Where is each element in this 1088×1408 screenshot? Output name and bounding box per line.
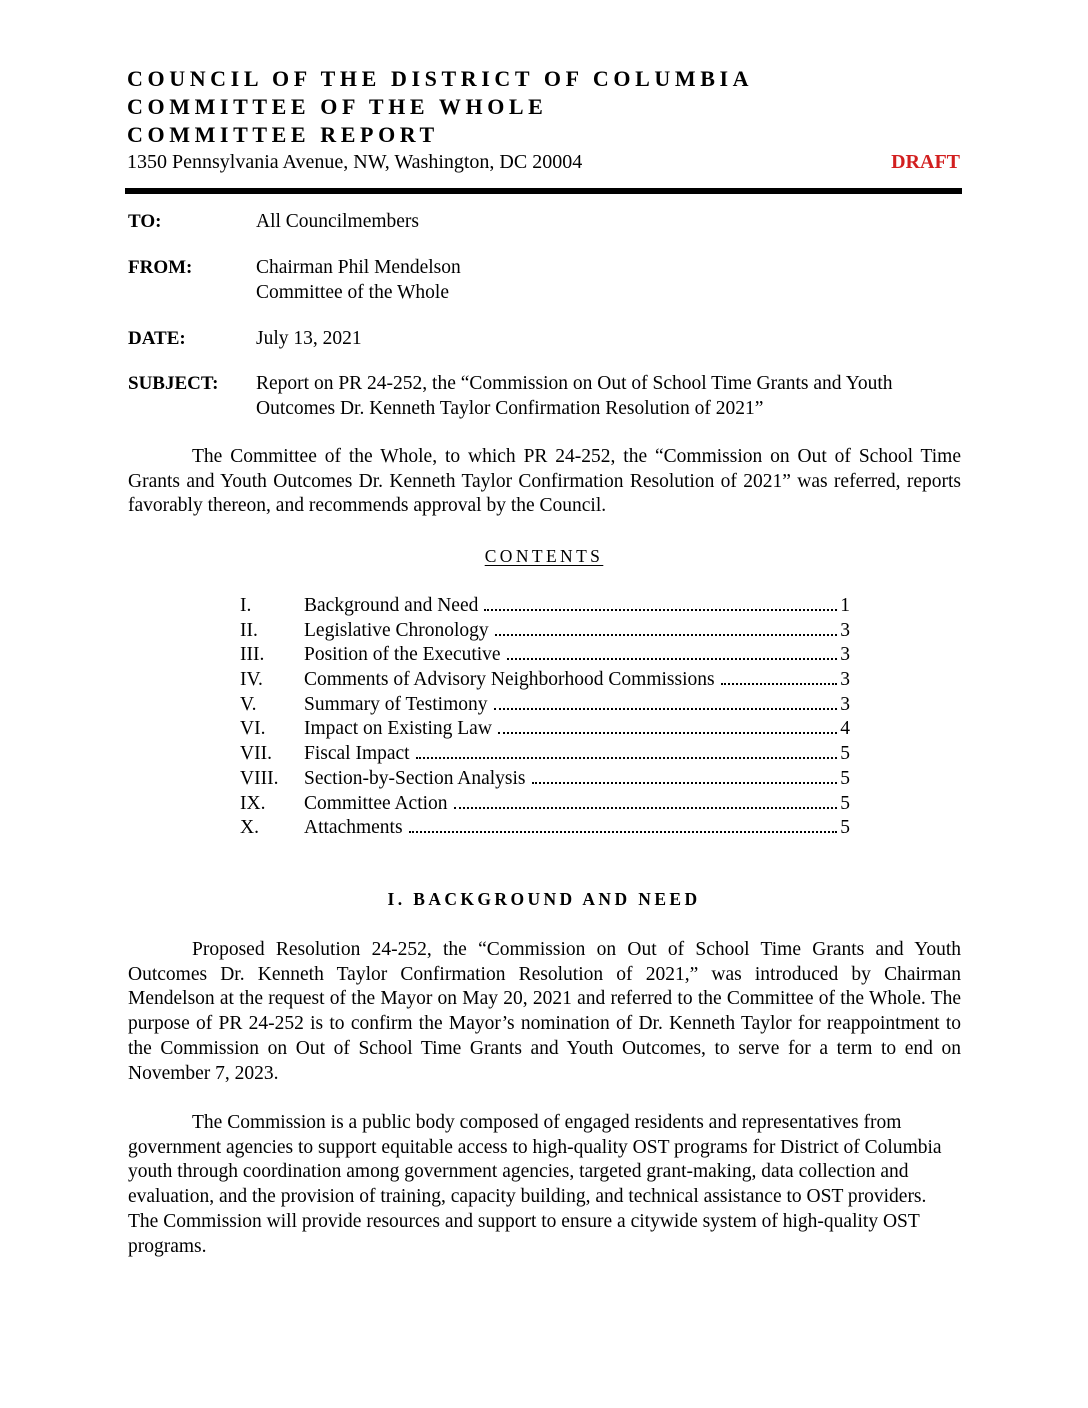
background-heading: I. BACKGROUND AND NEED: [387, 889, 701, 909]
toc-item-number: VIII.: [240, 767, 279, 789]
draft-status-label: DRAFT: [891, 151, 960, 173]
memo-subject-line-1: Report on PR 24-252, the “Commission on Out of School Time Grants and Youth: [256, 373, 893, 394]
memo-to-value: All Councilmembers: [256, 211, 420, 232]
toc-item-page: 3: [840, 669, 850, 691]
toc-item-page: 3: [840, 644, 850, 666]
toc-item: [240, 767, 850, 792]
header-committee-name: COMMITTEE OF THE WHOLE: [127, 94, 548, 119]
memo-to-label: TO:: [128, 211, 162, 232]
toc-item-page: 5: [840, 817, 850, 839]
toc-item: [240, 643, 850, 668]
background-paragraph-2: [128, 1111, 961, 1259]
intro-paragraph: [128, 445, 961, 519]
toc-item-number: X.: [240, 817, 259, 839]
toc-leader-dots: [409, 831, 838, 833]
memo-subject-label: SUBJECT:: [128, 373, 219, 394]
toc-item-title: Legislative Chronology: [304, 619, 489, 641]
toc-item-page: 5: [840, 792, 850, 814]
memo-subject-line-2: Outcomes Dr. Kenneth Taylor Confirmation Resolution of 2021”: [256, 398, 764, 419]
background-paragraph-1-text: Proposed Resolution 24-252, the “Commission on Out of School Time Grants and Youth Outcomes Dr. Kenneth Taylor Confirmation Resolution of 2021,” was introduced by Chairman Mendelson at the request of the Mayor on May 20, 2021 and referred to the Committee of the Whole. The purpose of PR 24-252 is to confirm the Mayor’s nomination of Dr. Kenneth Taylor for reappointment to the Commission on Out of School Time Grants and Youth Outcomes, to serve for a term to end on November 7, 2023.: [128, 939, 961, 1084]
toc-item: [240, 668, 850, 693]
header-report-title: COMMITTEE REPORT: [127, 122, 439, 147]
toc-leader-dots: [532, 782, 838, 784]
background-paragraph-2-text: The Commission is a public body composed of engaged residents and representatives from government agencies to support equitable access to high-quality OST programs for District of Columbia youth through coordination among government agencies, targeted grant-making, data collection and evaluation, and the provision of training, capacity building, and technical assistance to OST providers. The Commission will provide resources and support to ensure a citywide system of high-quality OST programs.: [128, 1112, 942, 1257]
table-of-contents: [240, 594, 850, 841]
header-address: 1350 Pennsylvania Avenue, NW, Washington, DC 20004: [127, 151, 583, 173]
toc-item-title: Impact on Existing Law: [304, 718, 492, 740]
toc-item-title: Committee Action: [304, 792, 448, 814]
toc-item-number: III.: [240, 644, 265, 666]
toc-item-page: 5: [840, 743, 850, 765]
contents-heading: CONTENTS: [484, 546, 604, 566]
toc-item-number: II.: [240, 619, 258, 641]
toc-item: [240, 816, 850, 841]
toc-item: [240, 693, 850, 718]
toc-item-title: Attachments: [304, 817, 403, 839]
memo-date-value: July 13, 2021: [256, 328, 362, 349]
toc-leader-dots: [454, 807, 838, 809]
header-council-name: COUNCIL OF THE DISTRICT OF COLUMBIA: [127, 66, 754, 91]
toc-item-page: 1: [840, 595, 850, 616]
toc-leader-dots: [484, 609, 837, 611]
toc-item-page: 3: [840, 619, 850, 641]
intro-text: The Committee of the Whole, to which PR 24-252, the “Commission on Out of School Time Grants and Youth Outcomes Dr. Kenneth Taylor Confirmation Resolution of 2021” was referred, reports favorably thereon, and recommends approval by the Council.: [128, 446, 961, 517]
toc-item-title: Section-by-Section Analysis: [304, 767, 526, 789]
toc-item: [240, 792, 850, 817]
toc-item-title: Summary of Testimony: [304, 693, 488, 715]
memo-from-committee: Committee of the Whole: [256, 282, 449, 303]
toc-item-title: Comments of Advisory Neighborhood Commissions: [304, 669, 715, 691]
toc-item: [240, 619, 850, 644]
header-divider: [125, 188, 962, 194]
toc-leader-dots: [494, 708, 838, 710]
toc-leader-dots: [416, 757, 838, 759]
toc-item-title: Background and Need: [304, 595, 479, 616]
memo-from-name: Chairman Phil Mendelson: [256, 257, 461, 278]
toc-leader-dots: [721, 683, 838, 685]
background-paragraph-1: [128, 938, 961, 1086]
toc-item-title: Fiscal Impact: [304, 743, 410, 765]
toc-item: [240, 594, 850, 619]
toc-item-number: I.: [240, 595, 252, 616]
toc-item: [240, 717, 850, 742]
memo-from-label: FROM:: [128, 257, 193, 278]
toc-leader-dots: [495, 634, 838, 636]
toc-leader-dots: [507, 658, 838, 660]
toc-item-number: IX.: [240, 792, 266, 814]
toc-item-number: V.: [240, 693, 257, 715]
memo-date-label: DATE:: [128, 328, 186, 349]
toc-item-title: Position of the Executive: [304, 644, 501, 666]
toc-item: [240, 742, 850, 767]
toc-item-page: 3: [840, 693, 850, 715]
toc-leader-dots: [498, 732, 837, 734]
toc-item-number: VI.: [240, 718, 266, 740]
toc-item-number: VII.: [240, 743, 272, 765]
toc-item-number: IV.: [240, 669, 263, 691]
toc-item-page: 5: [840, 767, 850, 789]
toc-item-page: 4: [840, 718, 850, 740]
